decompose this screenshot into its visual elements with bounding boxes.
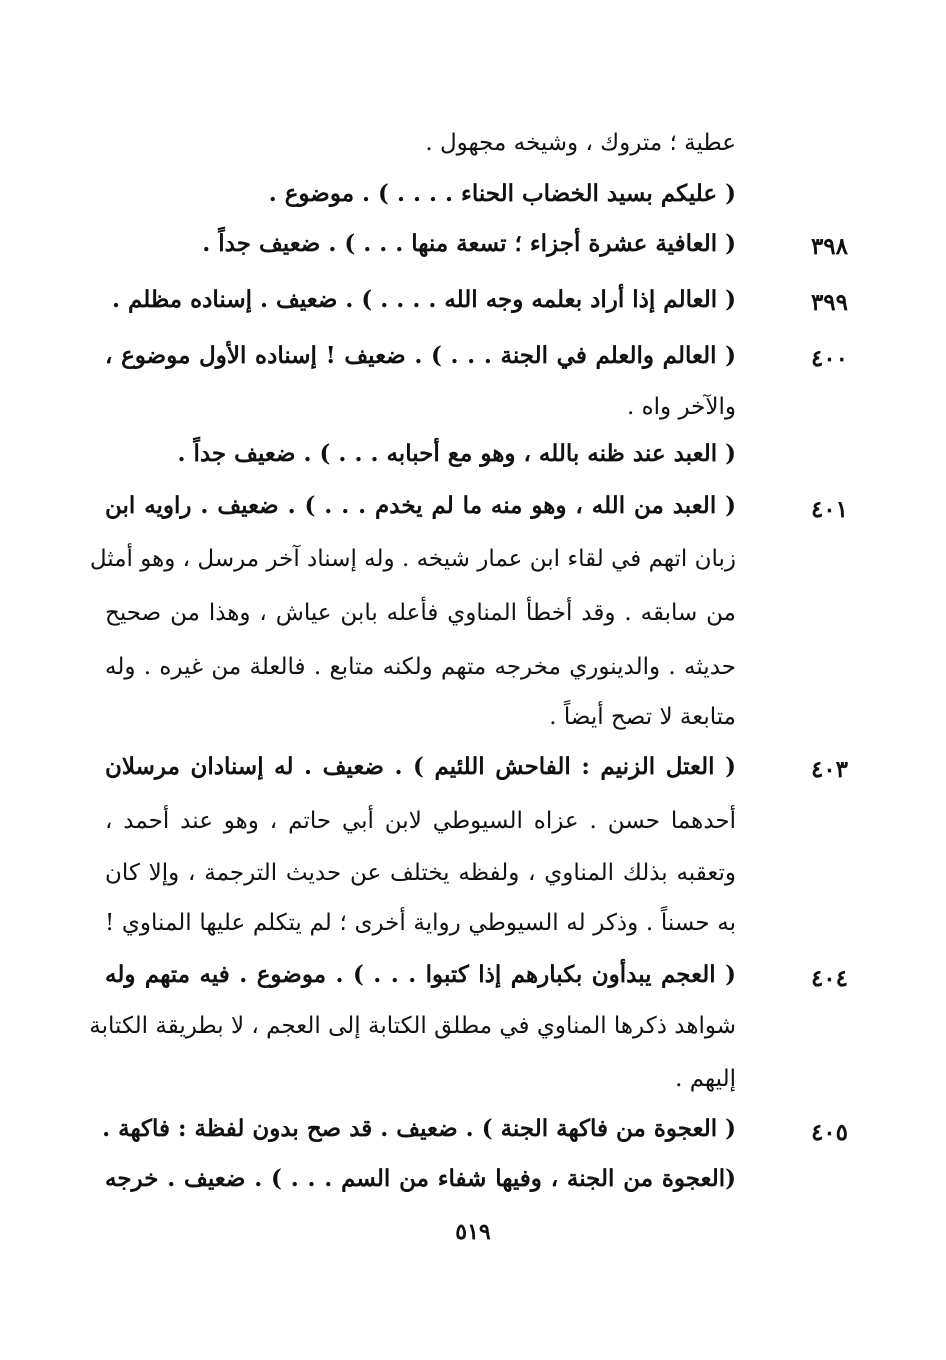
entry-number: ٤٠٤: [810, 965, 848, 992]
text-line: شواهد ذكرها المناوي في مطلق الكتابة إلى العجم ، لا بطريقة الكتابة: [89, 1013, 736, 1039]
hadith-line: ( العالم والعلم في الجنة . . . ) . ضعيف ! إسناده الأول موضوع ،: [105, 342, 736, 369]
hadith-line: ( العتل الزنيم : الفاحش اللئيم ) . ضعيف . له إسنادان مرسلان: [105, 753, 736, 780]
entry-number: ٤٠٥: [810, 1119, 848, 1146]
text-line: حديثه . والدينوري مخرجه متهم ولكنه متابع . فالعلة من غيره . وله: [105, 654, 736, 680]
text-line: به حسناً . وذكر له السيوطي رواية أخرى ؛ لم يتكلم عليها المناوي !: [105, 910, 736, 936]
text-line: من سابقه . وقد أخطأ المناوي فأعله بابن عياش ، وهذا من صحيح: [105, 600, 736, 626]
entry-number: ٣٩٨: [810, 233, 848, 260]
page-number: ٥١٩: [455, 1219, 491, 1245]
hadith-line: ( العجوة من فاكهة الجنة ) . ضعيف . قد صح بدون لفظة : فاكهة .: [102, 1115, 736, 1142]
entry-number: ٤٠١: [810, 496, 848, 523]
text-line: عطية ؛ متروك ، وشيخه مجهول .: [425, 130, 736, 156]
text-line: والآخر واه .: [626, 394, 736, 420]
hadith-line: (العجوة من الجنة ، وفيها شفاء من السم . . . ) . ضعيف . خرجه: [105, 1165, 736, 1192]
hadith-line: ( العالم إذا أراد بعلمه وجه الله . . . . ) . ضعيف . إسناده مظلم .: [111, 286, 736, 313]
hadith-line: ( العجم يبدأون بكبارهم إذا كتبوا . . . ) . موضوع . فيه متهم وله: [105, 961, 736, 988]
entry-number: ٤٠٠: [810, 345, 848, 372]
text-line: زبان اتهم في لقاء ابن عمار شيخه . وله إسناد آخر مرسل ، وهو أمثل: [89, 546, 736, 572]
hadith-line: ( العبد من الله ، وهو منه ما لم يخدم . . . ) . ضعيف . راويه ابن: [105, 492, 736, 519]
hadith-line: ( العبد عند ظنه بالله ، وهو مع أحبابه . . . ) . ضعيف جداً .: [177, 440, 736, 467]
entry-number: ٤٠٣: [810, 756, 848, 783]
text-line: أحدهما حسن . عزاه السيوطي لابن أبي حاتم ، وهو عند أحمد ،: [105, 808, 736, 834]
hadith-line: ( العافية عشرة أجزاء ؛ تسعة منها . . . ) . ضعيف جداً .: [202, 230, 736, 257]
text-line: إليهم .: [675, 1066, 736, 1092]
text-line: وتعقبه بذلك المناوي ، ولفظه يختلف عن حديث الترجمة ، وإلا كان: [105, 860, 736, 886]
text-line: متابعة لا تصح أيضاً .: [549, 704, 736, 730]
entry-number: ٣٩٩: [810, 289, 848, 316]
hadith-line: ( عليكم بسيد الخضاب الحناء . . . . ) . موضوع .: [268, 180, 736, 207]
